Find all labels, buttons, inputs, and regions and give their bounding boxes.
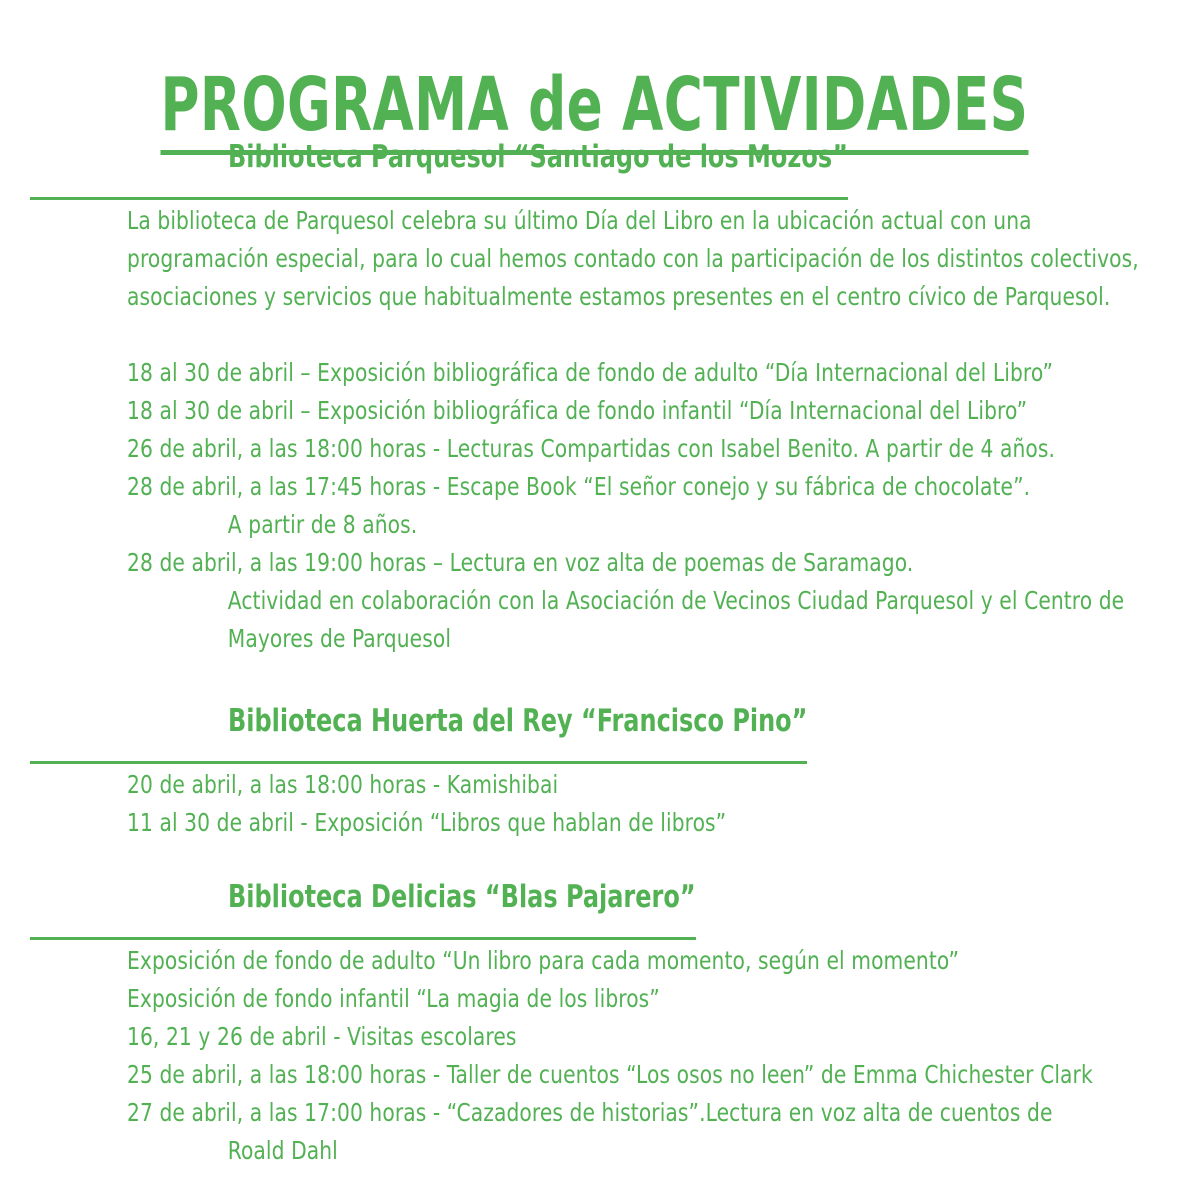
activity-line: Exposición de fondo de adulto “Un libro para cada momento, según el momento” [127, 946, 960, 975]
activity-line: 27 de abril, a las 17:00 horas - “Cazadores de historias”.Lectura en voz alta de cuentos de [127, 1098, 1053, 1127]
section-heading: Biblioteca Parquesol “Santiago de los Mozos” [228, 139, 848, 176]
activity-continuation-line: Roald Dahl [227, 1136, 338, 1165]
paragraph-spacer [127, 316, 1158, 354]
activity-line: 25 de abril, a las 18:00 horas - Taller de cuentos “Los osos no leen” de Emma Chichester Clark [127, 1060, 1093, 1089]
activity-line: Exposición de fondo infantil “La magia de los libros” [127, 984, 660, 1013]
activity-line: 18 al 30 de abril – Exposición bibliográfica de fondo de adulto “Día Internacional del Libro” [127, 358, 1054, 387]
activity-line: 20 de abril, a las 18:00 horas - Kamishibai [127, 770, 559, 799]
section-divider [30, 937, 696, 940]
section-heading-row [0, 703, 1188, 764]
activity-line: 11 al 30 de abril - Exposición “Libros que hablan de libros” [127, 808, 727, 837]
library-section [0, 139, 1188, 658]
library-section [0, 703, 1188, 842]
section-divider [30, 197, 848, 200]
intro-line: programación especial, para lo cual hemos contado con la participación de los distintos colectivos, [127, 244, 1139, 273]
section-heading: Biblioteca Huerta del Rey “Francisco Pino” [228, 703, 808, 740]
library-section [0, 879, 1188, 1170]
activity-continuation-line: Mayores de Parquesol [227, 624, 452, 653]
activity-line: 28 de abril, a las 19:00 horas – Lectura en voz alta de poemas de Saramago. [127, 548, 914, 577]
intro-line: La biblioteca de Parquesol celebra su último Día del Libro en la ubicación actual con una [127, 206, 1032, 235]
section-heading-row [0, 879, 1188, 940]
activity-continuation-line: Actividad en colaboración con la Asociación de Vecinos Ciudad Parquesol y el Centro de [227, 586, 1125, 615]
activity-continuation-line: A partir de 8 años. [227, 510, 418, 539]
section-body [0, 766, 1188, 842]
intro-line: asociaciones y servicios que habitualmente estamos presentes en el centro cívico de Parquesol. [127, 282, 1111, 311]
activity-line: 16, 21 y 26 de abril - Visitas escolares [127, 1022, 517, 1051]
page-title: PROGRAMA de ACTIVIDADES [160, 68, 1028, 155]
section-heading: Biblioteca Delicias “Blas Pajarero” [228, 879, 696, 916]
activity-line: 28 de abril, a las 17:45 horas - Escape Book “El señor conejo y su fábrica de chocolate”. [127, 472, 1031, 501]
section-heading-row [0, 139, 1188, 200]
activity-line: 18 al 30 de abril – Exposición bibliográfica de fondo infantil “Día Internacional del Libro” [127, 396, 1028, 425]
section-body [0, 942, 1188, 1170]
section-divider [30, 761, 807, 764]
section-body [0, 202, 1188, 658]
activity-line: 26 de abril, a las 18:00 horas - Lecturas Compartidas con Isabel Benito. A partir de 4 años. [127, 434, 1056, 463]
